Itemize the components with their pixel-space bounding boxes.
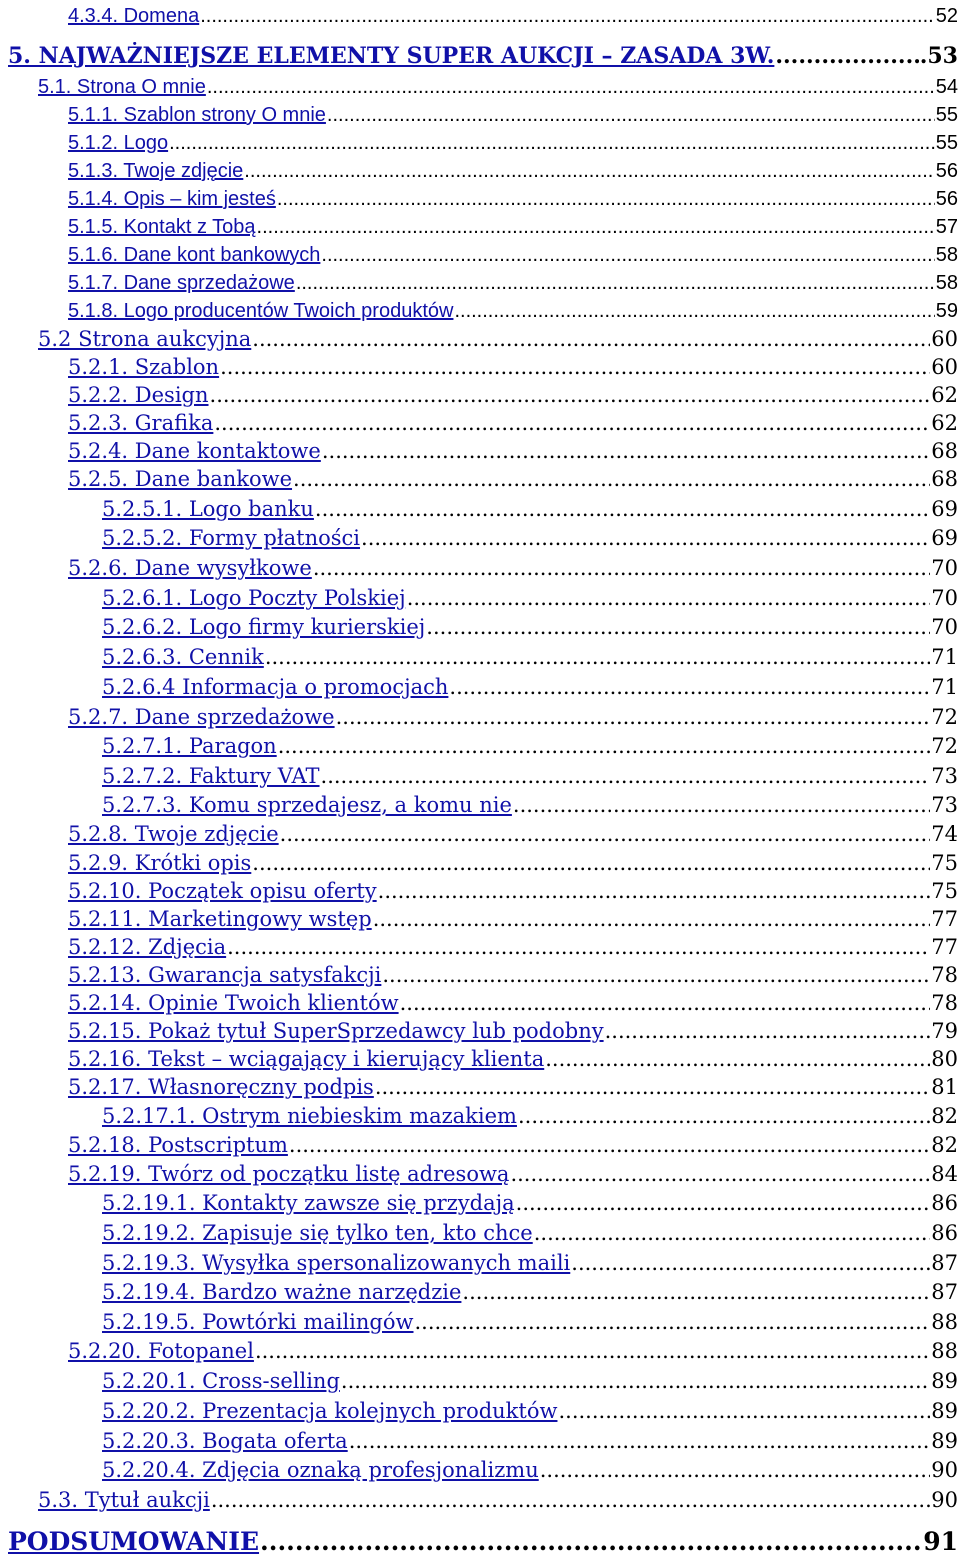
dot-leader [449,673,930,702]
toc-entry-page: 91 [923,1527,958,1556]
toc-entry-page: 69 [931,497,958,521]
dot-leader [400,989,931,1018]
toc-entry[interactable] [38,73,958,102]
toc-entry-label[interactable]: 5.2.17. Własnoręczny podpis [68,1075,374,1099]
toc-entry-label[interactable]: 5.1.3. Twoje zdjęcie [68,160,244,182]
toc-entry-page: 68 [931,439,958,463]
toc-entry[interactable] [68,129,958,158]
toc-entry-label[interactable]: 5.2.19.3. Wysyłka spersonalizowanych maili [102,1251,571,1275]
dot-leader [277,185,935,214]
toc-entry-label[interactable]: 5.1.7. Dane sprzedażowe [68,272,295,294]
toc-entry-label[interactable]: 5.2.4. Dane kontaktowe [68,439,321,463]
toc-entry-page: 55 [935,132,958,154]
toc-entry[interactable] [102,732,958,761]
toc-entry[interactable] [102,643,958,672]
dot-leader [321,762,931,791]
toc-entry-page: 79 [931,1019,958,1043]
toc-entry-page: 56 [935,160,958,182]
toc-entry-label[interactable]: 5.2.16. Tekst – wciągający i kierujący klienta [68,1047,545,1071]
toc-entry-label[interactable]: 4.3.4. Domena [68,5,200,27]
dot-leader [280,820,931,849]
toc-entry-label[interactable]: 5.2.6.4 Informacja o promocjach [102,675,449,699]
toc-entry[interactable] [68,1073,958,1102]
toc-entry-label[interactable]: 5.2.19.1. Kontakty zawsze się przydają [102,1191,515,1215]
toc-entry-label[interactable]: 5.2.20.2. Prezentacja kolejnych produktów [102,1399,558,1423]
toc-entry-label[interactable]: 5.2.19.5. Powtórki mailingów [102,1310,414,1334]
toc-entry[interactable] [68,297,958,326]
toc-entry-label[interactable]: 5.1.8. Logo producentów Twoich produktów [68,300,454,322]
dot-leader [260,1527,922,1556]
toc-entry[interactable] [68,2,958,31]
dot-leader [516,1189,931,1218]
toc-entry-label[interactable]: 5.2.20.4. Zdjęcia oznaką profesjonalizmu [102,1458,539,1482]
toc-entry[interactable] [68,1160,958,1189]
toc-entry-label[interactable]: 5.2.20.1. Cross-selling [102,1369,340,1393]
toc-entry-page: 55 [935,104,958,126]
toc-entry-label[interactable]: 5.1.1. Szablon strony O mnie [68,104,326,126]
toc-entry[interactable] [102,1219,958,1248]
dot-leader [289,1131,930,1160]
toc-entry-label[interactable]: 5.1. Strona O mnie [38,76,206,98]
toc-entry-page: 77 [931,935,958,959]
toc-entry-label[interactable]: 5.1.5. Kontakt z Tobą [68,216,256,238]
toc-entry[interactable] [68,820,958,849]
toc-entry[interactable] [102,524,958,553]
toc-entry[interactable] [68,1337,958,1366]
toc-entry-label[interactable]: 5.2.5.1. Logo banku [102,497,314,521]
toc-entry-page: 69 [931,526,958,550]
dot-leader [265,643,930,672]
dot-leader [513,791,930,820]
dot-leader [252,325,930,354]
toc-entry[interactable] [102,1308,958,1337]
toc-entry-page: 74 [931,822,958,846]
dot-leader [407,584,931,613]
toc-entry-page: 58 [935,272,958,294]
dot-leader [373,905,931,934]
toc-entry-label[interactable]: 5.3. Tytuł aukcji [38,1488,210,1512]
toc-entry[interactable] [8,1527,958,1556]
toc-entry-label[interactable]: 5.2.7.1. Paragon [102,734,277,758]
toc-entry-page: 73 [931,793,958,817]
toc-entry-page: 82 [931,1104,958,1128]
toc-entry[interactable] [68,554,958,583]
toc-entry-label[interactable]: 5.2.19.2. Zapisuje się tylko ten, kto chce [102,1221,533,1245]
dot-leader [518,1102,930,1131]
toc-entry-page: 87 [931,1280,958,1304]
dot-leader [382,961,930,990]
toc-entry[interactable] [102,584,958,613]
toc-entry-label[interactable]: 5.2.20. Fotopanel [68,1339,254,1363]
dot-leader [558,1397,930,1426]
dot-leader [315,495,930,524]
toc-entry[interactable] [68,703,958,732]
toc-entry[interactable] [102,1189,958,1218]
toc-entry-page: 60 [931,355,958,379]
toc-entry-page: 59 [935,300,958,322]
dot-leader [545,1045,930,1074]
toc-entry-label[interactable]: 5.2.17.1. Ostrym niebieskim mazakiem [102,1104,517,1128]
toc-entry[interactable] [8,42,958,71]
toc-entry-label[interactable]: 5.2.15. Pokaż tytuł SuperSprzedawcy lub podobny [68,1019,604,1043]
dot-leader [214,409,930,438]
toc-entry[interactable] [102,1397,958,1426]
toc-entry-page: 89 [931,1429,958,1453]
toc-entry-page: 80 [931,1047,958,1071]
toc-entry-page: 72 [931,705,958,729]
toc-entry-label[interactable]: 5.2.14. Opinie Twoich klientów [68,991,399,1015]
toc-entry-page: 62 [931,411,958,435]
toc-entry-page: 75 [931,879,958,903]
dot-leader [454,297,934,326]
toc-entry-page: .53 [919,43,958,69]
toc-entry-label[interactable]: 5.2.3. Grafika [68,411,214,435]
toc-entry-page: 71 [931,675,958,699]
toc-entry[interactable] [68,241,958,270]
toc-entry-page: 75 [931,851,958,875]
toc-entry-label[interactable]: 5.2.6. Dane wysyłkowe [68,556,312,580]
toc-entry-label[interactable]: 5.2.7. Dane sprzedażowe [68,705,335,729]
dot-leader [414,1308,930,1337]
dot-leader [210,381,931,410]
toc-entry-label[interactable]: 5.1.2. Logo [68,132,169,154]
toc-entry-page: 54 [935,76,958,98]
dot-leader [510,1160,930,1189]
toc-entry[interactable] [68,961,958,990]
toc-entry-page: 90 [931,1488,958,1512]
dot-leader [200,2,935,31]
dot-leader [296,269,935,298]
toc-entry-page: 88 [931,1339,958,1363]
toc-entry[interactable] [68,905,958,934]
toc-entry-label[interactable]: 5.1.4. Opis – kim jesteś [68,188,276,210]
toc-entry-page: 72 [931,734,958,758]
dot-leader [220,353,930,382]
toc-entry-label[interactable]: 5.2.20.3. Bogata oferta [102,1429,348,1453]
toc-entry-label[interactable]: 5.2.5. Dane bankowe [68,467,293,491]
toc-entry[interactable] [102,1427,958,1456]
dot-leader [252,849,930,878]
dot-leader [244,157,934,186]
toc-entry-label[interactable]: 5.2.6.1. Logo Poczty Polskiej [102,586,406,610]
toc-entry-label[interactable]: 5.2.9. Krótki opis [68,851,252,875]
toc-entry-page: 78 [931,963,958,987]
toc-entry-page: 87 [931,1251,958,1275]
dot-leader [227,933,930,962]
toc-entry[interactable] [102,1278,958,1307]
toc-entry[interactable] [68,1131,958,1160]
toc-entry[interactable] [102,1249,958,1278]
toc-entry-page: 70 [931,586,958,610]
toc-entry-page: 73 [931,764,958,788]
toc-entry[interactable] [68,849,958,878]
dot-leader [375,1073,930,1102]
toc-entry[interactable] [68,353,958,382]
toc-entry-label[interactable]: 5.2.2. Design [68,383,209,407]
toc-entry-label[interactable]: 5.2.8. Twoje zdjęcie [68,822,279,846]
dot-leader [462,1278,930,1307]
toc-entry-page: 77 [931,907,958,931]
toc-entry[interactable] [68,409,958,438]
toc-entry[interactable] [102,495,958,524]
toc-entry-label[interactable]: 5.2.19. Twórz od początku listę adresową [68,1162,510,1186]
toc-entry-label[interactable]: 5.2.6.2. Logo firmy kurierskiej [102,615,426,639]
toc-entry-label[interactable]: 5.2.13. Gwarancja satysfakcji [68,963,382,987]
toc-entry[interactable] [68,437,958,466]
toc-entry[interactable] [102,762,958,791]
toc-entry[interactable] [68,157,958,186]
toc-entry-label[interactable]: PODSUMOWANIE [8,1527,260,1556]
dot-leader [336,703,931,732]
toc-entry-label[interactable]: 5.2.11. Marketingowy wstęp [68,907,372,931]
toc-entry[interactable] [68,101,958,130]
dot-leader [341,1367,930,1396]
toc-entry-page: 57 [935,216,958,238]
dot-leader [321,241,934,270]
toc-entry-page: 62 [931,383,958,407]
toc-entry[interactable] [68,1017,958,1046]
toc-entry-page: 86 [931,1221,958,1245]
dot-leader [378,877,931,906]
toc-entry-label[interactable]: 5.2.18. Postscriptum [68,1133,288,1157]
toc-entry[interactable] [68,269,958,298]
toc-entry[interactable] [68,465,958,494]
toc-entry[interactable] [102,1102,958,1131]
dot-leader [207,73,935,102]
toc-entry[interactable] [68,213,958,242]
toc-entry-page: 78 [931,991,958,1015]
dot-leader [534,1219,931,1248]
toc-entry-label[interactable]: 5.2.12. Zdjęcia [68,935,227,959]
dot-leader [293,465,930,494]
toc-entry-page: 56 [935,188,958,210]
dot-leader [540,1456,931,1485]
toc-entry-page: 82 [931,1133,958,1157]
toc-entry-label[interactable]: 5.2.19.4. Bardzo ważne narzędzie [102,1280,462,1304]
toc-entry-page: 70 [931,556,958,580]
toc-entry-page: 89 [931,1369,958,1393]
toc-entry-page: 84 [931,1162,958,1186]
toc-entry[interactable] [38,325,958,354]
dot-leader [349,1427,931,1456]
dot-leader [426,613,930,642]
dot-leader [605,1017,931,1046]
toc-entry-page: 81 [931,1075,958,1099]
toc-entry[interactable] [102,673,958,702]
dot-leader [313,554,930,583]
toc-entry[interactable] [102,613,958,642]
toc-entry[interactable] [68,1045,958,1074]
toc-entry-label[interactable]: 5. NAJWAŻNIEJSZE ELEMENTY SUPER AUKCJI – ZASADA 3W. [8,43,775,69]
dot-leader [278,732,931,761]
toc-entry[interactable] [102,791,958,820]
dot-leader [327,101,935,130]
toc-entry-page: 58 [935,244,958,266]
dot-leader [775,42,918,71]
toc-entry-page: 88 [931,1310,958,1334]
toc-entry-page: 86 [931,1191,958,1215]
toc-entry-label[interactable]: 5.2.7.3. Komu sprzedajesz, a komu nie [102,793,512,817]
toc-entry-page: 60 [931,327,958,351]
toc-entry[interactable] [102,1456,958,1485]
toc-entry[interactable] [68,989,958,1018]
dot-leader [571,1249,930,1278]
toc-entry[interactable] [68,877,958,906]
toc-entry-label[interactable]: 5.2.6.3. Cennik [102,645,264,669]
dot-leader [361,524,930,553]
dot-leader [322,437,930,466]
toc-entry[interactable] [102,1367,958,1396]
toc-entry[interactable] [68,381,958,410]
toc-entry-label[interactable]: 5.2.7.2. Faktury VAT [102,764,320,788]
toc-entry-page: 90 [931,1458,958,1482]
toc-entry-label[interactable]: 5.2.5.2. Formy płatności [102,526,361,550]
dot-leader [211,1486,930,1515]
toc-entry-label[interactable]: 5.2.10. Początek opisu oferty [68,879,377,903]
dot-leader [257,213,935,242]
toc-entry-page: 89 [931,1399,958,1423]
toc-entry-label[interactable]: 5.1.6. Dane kont bankowych [68,244,321,266]
toc-entry-page: 71 [931,645,958,669]
toc-entry-page: 68 [931,467,958,491]
toc-entry-page: 70 [931,615,958,639]
toc-entry[interactable] [68,933,958,962]
toc-entry-page: 52 [935,5,958,27]
toc-entry-label[interactable]: 5.2 Strona aukcyjna [38,327,252,351]
toc-entry[interactable] [68,185,958,214]
dot-leader [169,129,935,158]
dot-leader [255,1337,930,1366]
toc-entry[interactable] [38,1486,958,1515]
toc-entry-label[interactable]: 5.2.1. Szablon [68,355,220,379]
